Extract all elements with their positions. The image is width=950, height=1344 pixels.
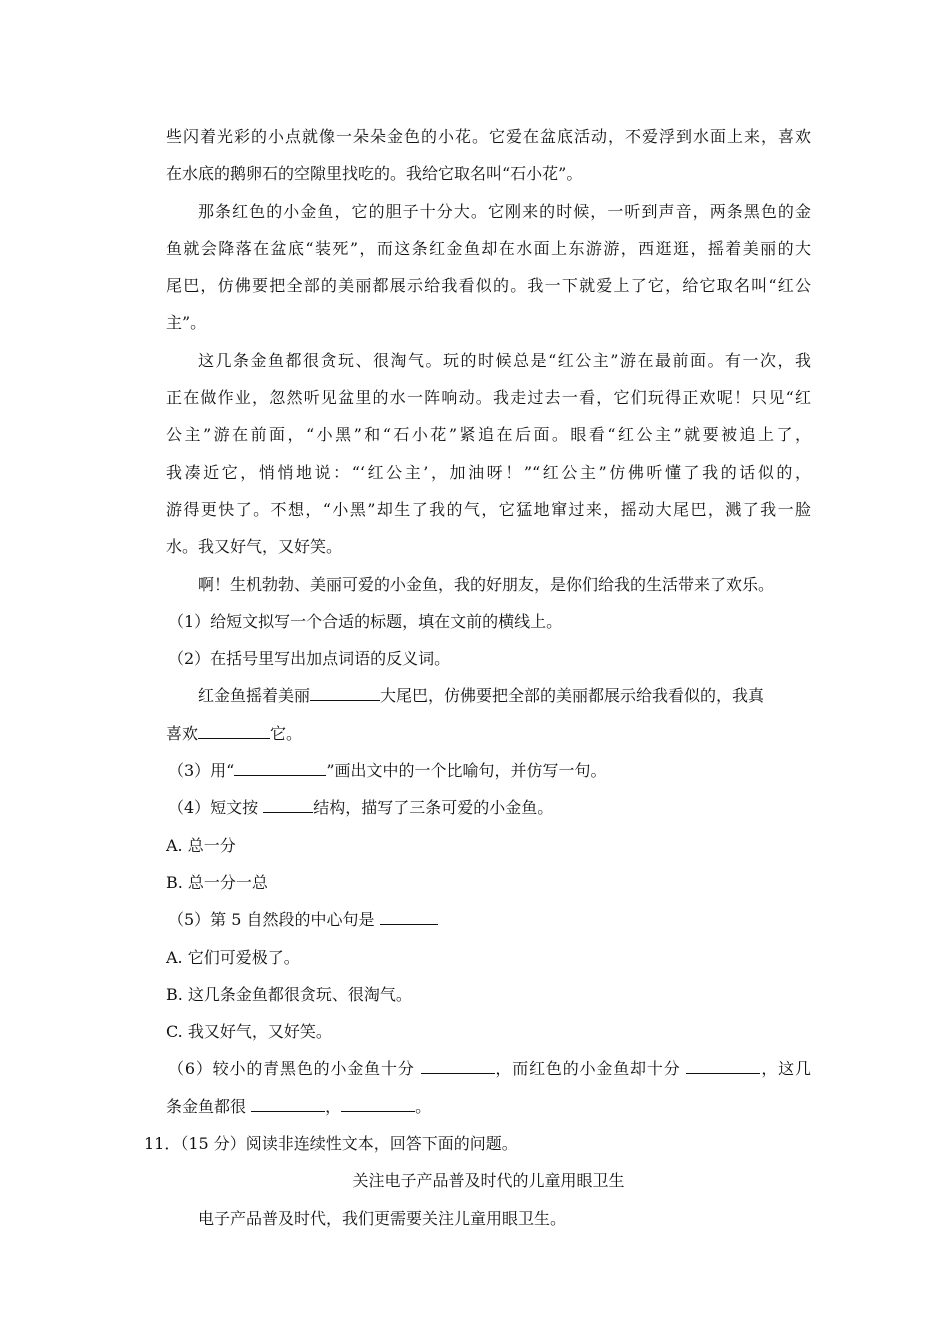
paragraph-line: 尾巴，仿佛要把全部的美丽都展示给我看似的。我一下就爱上了它，给它取名叫“红公 [166,276,811,296]
paragraph-line: 鱼就会降落在盆底“装死”，而这条红金鱼却在水面上东游游，西逛逛，摇着美丽的大 [166,238,811,258]
question-2-sentence [166,677,811,714]
question-text: （5）第 5 自然段的中心句是 [168,910,380,930]
answer-blank[interactable] [310,686,380,701]
question-text: （3）用“ [168,761,235,781]
question-text: ，而红色的小金鱼却十分 [494,1059,687,1079]
paragraph-line: 公主”游在前面，“小黑”和“石小花”紧追在后面。眼看“红公主”就要被追上了， [166,425,811,445]
question-5 [166,901,811,938]
question-2: （2）在括号里写出加点词语的反义词。 [168,649,451,669]
article-title: 关注电子产品普及时代的儿童用眼卫生 [352,1171,625,1191]
question-text: ”画出文中的一个比喻句，并仿写一句。 [326,761,607,781]
question-1: （1）给短文拟写一个合适的标题，填在文前的横线上。 [168,611,563,631]
sentence-text: 喜欢 [166,723,199,743]
question-6 [166,1050,811,1087]
question-text: ，这几 [760,1059,811,1079]
option-b[interactable]: B. 总一分一总 [166,872,268,892]
question-2-sentence [166,715,811,752]
paragraph-line: 在水底的鹅卵石的空隙里找吃的。我给它取名叫“石小花”。 [166,164,583,184]
answer-blank[interactable] [686,1059,760,1074]
sentence-text: 大尾巴，仿佛要把全部的美丽都展示给我看似的，我真 [380,686,765,706]
question-text: ， [325,1096,342,1116]
paragraph-line: 正在做作业，忽然听见盆里的水一阵响动。我走过去一看，它们玩得正欢呢！只见“红 [166,388,811,408]
option-c[interactable]: C. 我又好气，又好笑。 [166,1022,332,1042]
question-6-cont [166,1088,811,1125]
sentence-text: 它。 [270,723,303,743]
question-text: 结构，描写了三条可爱的小金鱼。 [313,798,554,818]
answer-blank[interactable] [251,1097,325,1112]
question-3 [166,752,811,789]
paragraph-line: 些闪着光彩的小点就像一朵朵金色的小花。它爱在盆底活动，不爱浮到水面上来，喜欢 [166,127,811,146]
option-a[interactable]: A. 总一分 [166,835,236,855]
paragraph-line: 水。我又好气，又好笑。 [166,537,343,557]
paragraph-line: 主”。 [166,313,207,333]
article-intro: 电子产品普及时代，我们更需要关注儿童用眼卫生。 [198,1208,567,1228]
paragraph-line: 啊！生机勃勃、美丽可爱的小金鱼，我的好朋友，是你们给我的生活带来了欢乐。 [198,574,775,594]
option-a[interactable]: A. 它们可爱极了。 [166,947,300,967]
document-content [144,118,811,1237]
sentence-text: 红金鱼摇着美丽 [198,686,311,706]
question-text: （4）短文按 [168,798,264,818]
answer-blank[interactable] [198,724,270,739]
answer-blank[interactable] [380,910,438,925]
paragraph-line: 游得更快了。不想，“小黑”却生了我的气，它猛地窜过来，摇动大尾巴，溅了我一脸 [166,499,811,519]
answer-blank[interactable] [263,798,313,813]
underline-sample [234,761,326,776]
question-4 [166,789,811,826]
question-11-header: 11．（15 分）阅读非连续性文本，回答下面的问题。 [144,1134,518,1154]
paragraph-line: 我凑近它，悄悄地说：“‘红公主’，加油呀！”“红公主”仿佛听懂了我的话似的， [166,462,811,482]
option-b[interactable]: B. 这几条金鱼都很贪玩、很淘气。 [166,984,412,1004]
paragraph-line: 那条红色的小金鱼，它的胆子十分大。它刚来的时候，一听到声音，两条黑色的金 [198,201,811,221]
answer-blank[interactable] [341,1097,415,1112]
question-text: 。 [415,1096,432,1116]
answer-blank[interactable] [421,1059,495,1074]
question-text: 条金鱼都很 [166,1096,252,1116]
paragraph-line: 这几条金鱼都很贪玩、很淘气。玩的时候总是“红公主”游在最前面。有一次，我 [198,350,811,370]
question-text: （6）较小的青黑色的小金鱼十分 [168,1059,421,1079]
